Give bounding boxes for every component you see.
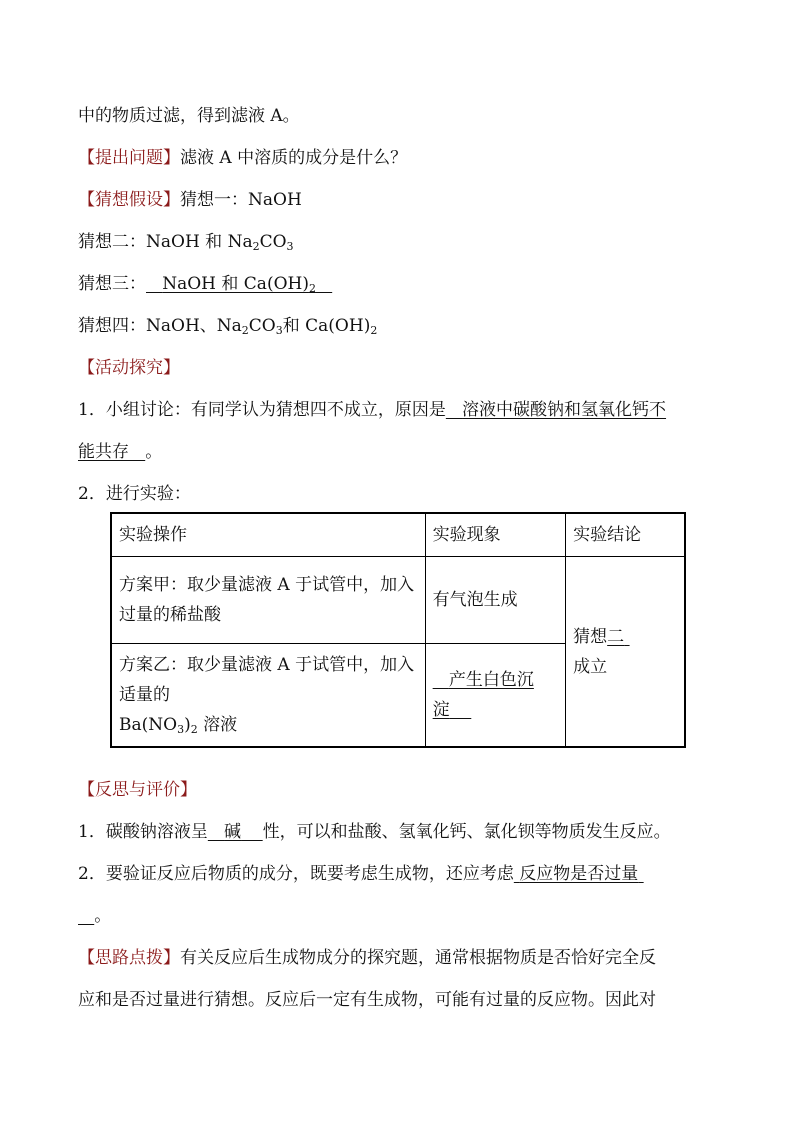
hypothesis-4: 猜想四：NaOH、$Na_2CO_3$和 $Ca(OH)_2$: [78, 316, 378, 337]
row2-operation: 方案乙：取少量滤液 A 于试管中，加入适量的 $Ba(NO_3)_2$ 溶液: [111, 644, 425, 748]
reflection-answer-2: 反应物是否过量: [519, 864, 639, 884]
reflection-answer-1: 碱: [224, 822, 242, 842]
hypothesis-heading: 【猜想假设】: [78, 190, 180, 210]
activity-answer-1a: 溶液中碳酸钠和氢氧化钙不: [462, 400, 667, 420]
conclusion-cell: 猜想二 成立: [566, 557, 685, 748]
tips-heading: 【思路点拨】: [78, 948, 180, 968]
experiment-table: [110, 512, 686, 748]
header-conclusion: 实验结论: [566, 513, 685, 557]
activity-item-2: 2．进行实验：: [78, 484, 191, 504]
activity-item-1: 1．小组讨论：有同学认为猜想四不成立，原因是 溶液中碳酸钠和氢氧化钙不: [78, 400, 667, 420]
hypothesis-3: 猜想三： NaOH 和 $Ca(OH)_2$: [78, 272, 332, 296]
table-row: [111, 557, 685, 644]
row2-phenomenon: 产生白色沉 淀: [425, 644, 566, 748]
activity-item-1-cont: 能共存 。: [78, 442, 163, 462]
reflection-heading: 【反思与评价】: [78, 780, 197, 800]
row1-operation: 方案甲：取少量滤液 A 于试管中，加入过量的稀盐酸: [111, 557, 425, 644]
hypothesis-1: 【猜想假设】猜想一：NaOH: [78, 190, 302, 210]
tips-line-2: 应和是否过量进行猜想。反应后一定有生成物，可能有过量的反应物。因此对: [78, 990, 656, 1010]
question-line: [78, 146, 407, 170]
activity-heading: 【活动探究】: [78, 358, 180, 378]
activity-answer-1b: 能共存: [78, 442, 129, 462]
question-heading: 【提出问题】: [78, 148, 180, 168]
question-text: 滤液 A 中溶质的成分是什么？: [180, 148, 408, 168]
tips-line-1: 【思路点拨】有关反应后生成物成分的探究题，通常根据物质是否恰好完全反: [78, 948, 656, 968]
header-phenomenon: 实验现象: [425, 513, 566, 557]
hypothesis-3-answer: NaOH 和 $Ca(OH)_2$: [162, 274, 316, 295]
header-operation: 实验操作: [111, 513, 425, 557]
reflection-item-2-cont: 。: [94, 906, 112, 926]
reflection-item-2: 2．要验证反应后物质的成分，既要考虑生成物，还应考虑 反应物是否过量: [78, 862, 644, 886]
row1-phenomenon: 有气泡生成: [425, 557, 566, 644]
reflection-item-1: 1．碳酸钠溶液呈 碱 性，可以和盐酸、氢氧化钙、氯化钡等物质发生反应。: [78, 822, 671, 842]
hypothesis-2: 猜想二：NaOH 和 $Na_2CO_3$: [78, 232, 294, 253]
table-header-row: [111, 513, 685, 557]
intro-text: 中的物质过滤，得到滤液 A。: [78, 106, 300, 126]
